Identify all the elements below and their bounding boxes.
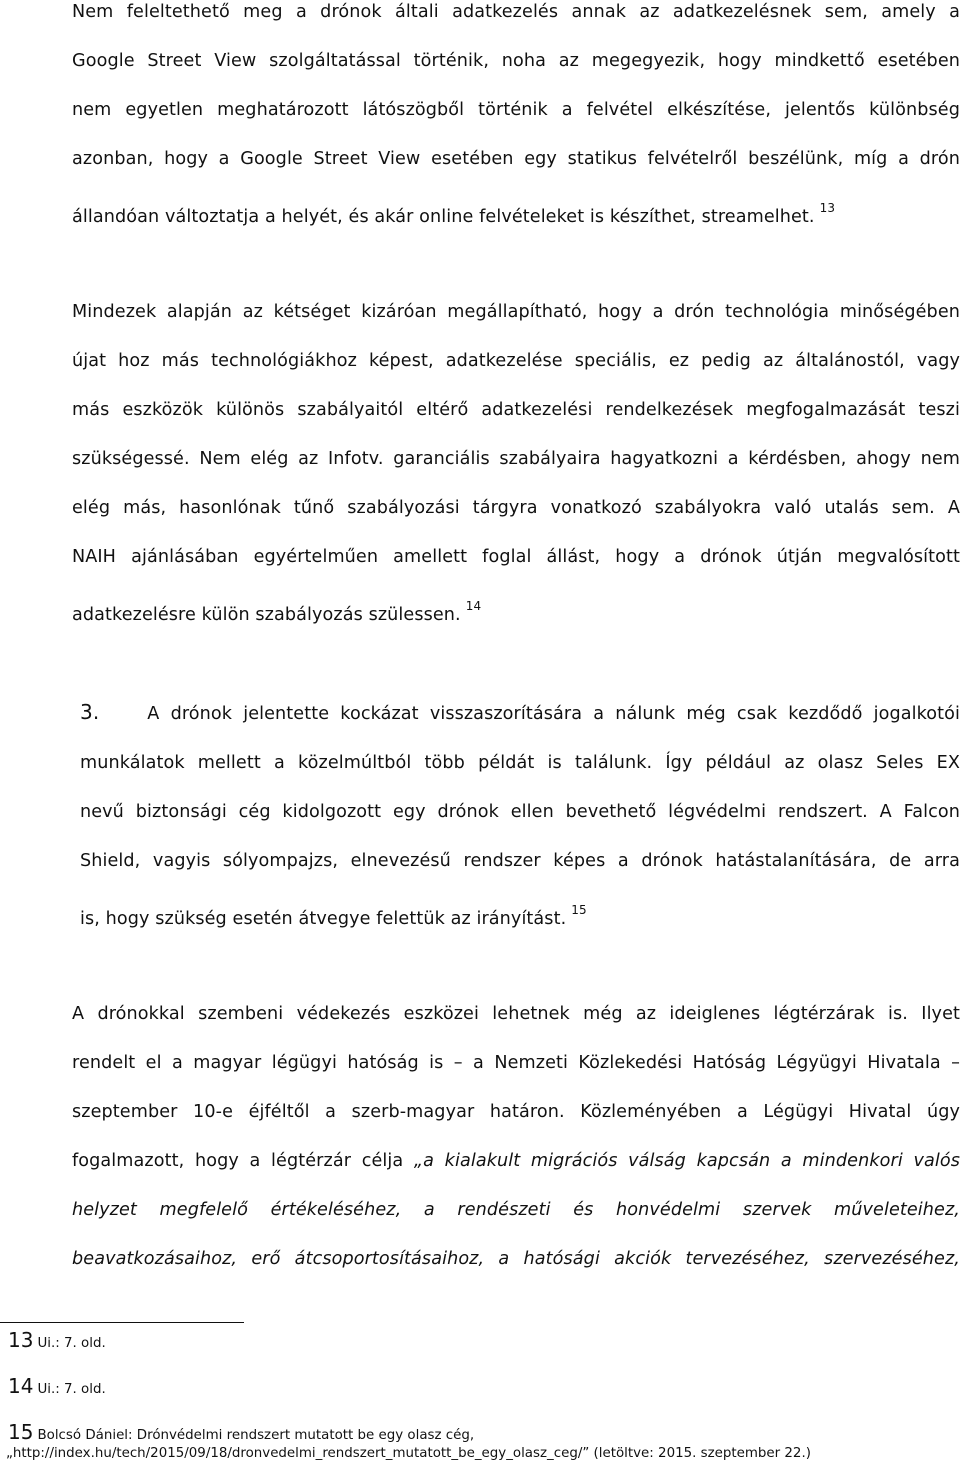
- text-line: [72, 582, 960, 640]
- text-line: rendelt el a magyar légügyi hatóság is – a Nemzeti Közlekedési Hatóság Légyügyi Hivatala –: [72, 1053, 960, 1073]
- footnote-link-text: „http://index.hu/tech/2015/09/18/dronvedelmi_rendszert_mutatott_be_egy_olasz_ceg/” (letöltve: 2015. szeptember 22.): [6, 1446, 811, 1461]
- text-line-content: A drónok jelentette kockázat visszaszorítására a nálunk még csak kezdődő jogalkotói: [147, 704, 960, 724]
- text-line-content: adatkezelésre külön szabályozás szülessen.: [72, 605, 461, 625]
- footnote-ref-13: 13: [819, 201, 836, 215]
- footnote-divider: [0, 1322, 244, 1323]
- text-line: nevű biztonsági cég kidolgozott egy drónok ellen bevethető légvédelmi rendszert. A Falcon: [80, 802, 960, 822]
- text-line: NAIH ajánlásában egyértelműen amellett foglal állást, hogy a drónok útján megvalósított: [72, 547, 960, 567]
- footnote-ref-15: 15: [571, 903, 587, 917]
- footnote-text: Ui.: 7. old.: [37, 1382, 106, 1397]
- paragraph-3: [80, 688, 960, 944]
- text-line: helyzet megfelelő értékeléséhez, a rendészeti és honvédelmi szervek műveleteihez,: [72, 1200, 960, 1220]
- text-line: szeptember 10-e éjféltől a szerb-magyar határon. Közleményében a Légügyi Hivatal úgy: [72, 1102, 960, 1122]
- quote-italic: „a kialakult migrációs válság kapcsán a mindenkori valós: [413, 1151, 960, 1171]
- footnote-15-url: [6, 1444, 811, 1464]
- footnote-ref-14: 14: [465, 599, 482, 613]
- text-line: más eszközök különös szabályaitól eltérő adatkezelési rendelkezések megfogalmazását teszi: [72, 400, 960, 420]
- footnote-number: 15: [8, 1420, 34, 1444]
- paragraph-4: [72, 990, 960, 1284]
- section-number: 3.: [80, 700, 100, 724]
- text-line: munkálatok mellett a közelmúltból több példát is találunk. Így például az olasz Seles EX: [80, 753, 960, 773]
- text-line-content: is, hogy szükség esetén átvegye felettük az irányítást.: [80, 909, 567, 929]
- text-line: A drónokkal szembeni védekezés eszközei lehetnek még az ideiglenes légtérzárak is. Ilyet: [72, 1004, 960, 1024]
- footnote-text: Bolcsó Dániel: Drónvédelmi rendszert mutatott be egy olasz cég,: [37, 1428, 475, 1443]
- footnote-15: [8, 1422, 474, 1446]
- text-plain: fogalmazott, hogy a légtérzár célja: [72, 1151, 414, 1171]
- text-line: [72, 1137, 960, 1186]
- text-line: Mindezek alapján az kétséget kizáróan megállapítható, hogy a drón technológia minőségében: [72, 302, 960, 322]
- text-line: nem egyetlen meghatározott látószögből történik a felvétel elkészítése, jelentős különbség: [72, 100, 960, 120]
- text-line: [80, 688, 960, 739]
- footnote-text: Ui.: 7. old.: [37, 1336, 106, 1351]
- text-line: szükségessé. Nem elég az Infotv. garanciális szabályaira hagyatkozni a kérdésben, ahogy nem: [72, 449, 960, 469]
- paragraph-1: [72, 0, 960, 242]
- text-line: azonban, hogy a Google Street View esetében egy statikus felvételről beszélünk, míg a drón: [72, 149, 960, 169]
- text-line: Shield, vagyis sólyompajzs, elnevezésű rendszer képes a drónok hatástalanítására, de arra: [80, 851, 960, 871]
- footnote-14: [8, 1376, 106, 1400]
- footnote-number: 14: [8, 1374, 34, 1398]
- footnote-number: 13: [8, 1328, 34, 1352]
- text-line: [80, 886, 960, 944]
- text-line: elég más, hasonlónak tűnő szabályozási tárgyra vonatkozó szabályokra való utalás sem. A: [72, 498, 960, 518]
- text-line: Google Street View szolgáltatással történik, noha az megegyezik, hogy mindkettő esetében: [72, 51, 960, 71]
- paragraph-2: [72, 288, 960, 640]
- text-line: Nem feleltethető meg a drónok általi adatkezelés annak az adatkezelésnek sem, amely a: [72, 2, 960, 22]
- footnote-13: [8, 1330, 106, 1354]
- text-line: újat hoz más technológiákhoz képest, adatkezelése speciális, ez pedig az általánostól, vagy: [72, 351, 960, 371]
- text-line-content: állandóan változtatja a helyét, és akár online felvételeket is készíthet, streamelhet.: [72, 207, 815, 227]
- text-line: [72, 184, 960, 242]
- text-line: beavatkozásaihoz, erő átcsoportosításaihoz, a hatósági akciók tervezéséhez, szervezéséhez,: [72, 1249, 960, 1269]
